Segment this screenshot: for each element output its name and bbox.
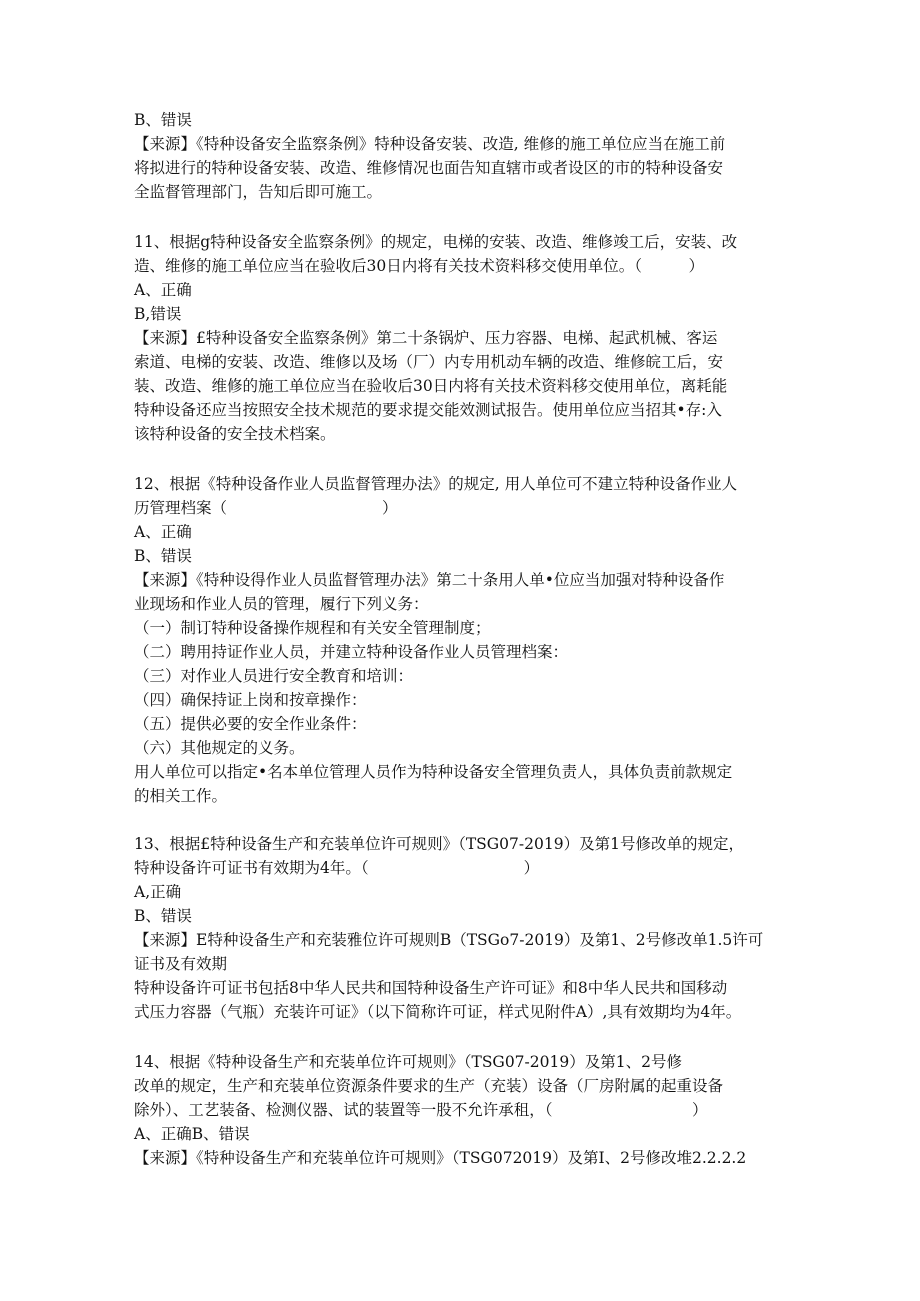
duty-item: （三）对作业人员进行安全教育和培训：: [134, 667, 414, 685]
source-line: 全监督管理部门，告知后即可施工。: [134, 183, 383, 201]
source-line: 特种设备还应当按照安全技术规范的要求提交能效测试报告。使用单位应当招其•存:入: [134, 401, 722, 419]
option-b: B、错误: [134, 547, 192, 565]
question-block-11: [134, 230, 794, 446]
source-line: 用人单位可以指定•名本单位管理人员作为特种设备安全管理负责人，具体负责前款规定: [134, 763, 733, 781]
source-line: 该特种设备的安全技术档案。: [134, 425, 336, 443]
question-block-13: [134, 832, 794, 1024]
option-b: B、错误: [134, 907, 192, 925]
option-b: B,错误: [134, 305, 182, 323]
question-block-12: [134, 472, 794, 808]
source-line: 将拟进行的特种设备安装、改造、维修情况也面告知直辖市或者设区的市的特种设备安: [134, 159, 724, 177]
source-line: 证书及有效期: [134, 955, 228, 973]
options-line: A、正确B、错误: [134, 1125, 250, 1143]
question-text: 特种设备许可证书有效期为4年。（ ）: [134, 859, 540, 877]
option-a: A、正确: [134, 281, 192, 299]
duty-item: （五）提供必要的安全作业条件：: [134, 715, 367, 733]
source-line: 【来源】《特种设备生产和充装单位许可规则》（TSG072019）及第I、2号修改堆2.2.2.2: [134, 1149, 747, 1167]
question-text: 造、维修的施工单位应当在验收后30日内将有关技术资料移交使用单位。（ ）: [134, 257, 704, 275]
duty-item: （一）制订特种设备操作规程和有关安全管理制度；: [134, 619, 491, 637]
question-text: 13、根据£特种设备生产和充装单位许可规则》（TSG07-2019）及第1号修改单的规定，: [134, 835, 744, 853]
question-text: 历管理档案（ ）: [134, 499, 398, 517]
question-text: 改单的规定，生产和充装单位资源条件要求的生产（充装）设备（厂房附属的起重设备: [134, 1077, 724, 1095]
source-line: 业现场和作业人员的管理，履行下列义务：: [134, 595, 429, 613]
option-a: A,正确: [134, 883, 182, 901]
answer-block-10: [134, 108, 794, 204]
source-line: 【来源】£特种设备安全监察条例》第二十条锅炉、压力容器、电梯、起武机械、客运: [134, 329, 718, 347]
question-text: 12、根据《特种设备作业人员监督管理办法》的规定, 用人单位可不建立特种设备作业人: [134, 475, 738, 493]
source-line: 【来源】《特种设得作业人员监督管理办法》第二十条用人单•位应当加强对特种设备作: [134, 571, 725, 589]
option-a: A、正确: [134, 523, 192, 541]
source-line: 【来源】E特种设备生产和充装雅位许可规则B（TSGo7-2019）及第1、2号修改单1.5许可: [134, 931, 764, 949]
duty-item: （四）确保持证上岗和按章操作：: [134, 691, 367, 709]
source-line: 式压力容器（气瓶）充装许可证》（以下简称许可证，样式见附件A）,具有效期均为4年。: [134, 1003, 742, 1021]
source-line: 特种设备许可证书包括8中华人民共和国特种设备生产许可证》和8中华人民共和国移动: [134, 979, 728, 997]
source-line: 索道、电梯的安装、改造、维修以及场（厂）内专用机动车辆的改造、维修皖工后，安: [134, 353, 724, 371]
source-line: 装、改造、维修的施工单位应当在验收后30日内将有关技术资料移交使用单位，离耗能: [134, 377, 728, 395]
source-line: 【来源】《特种设备安全监察条例》特种设备安装、改造, 维修的施工单位应当在施工前: [134, 135, 726, 153]
question-block-14: [134, 1050, 794, 1170]
question-text: 除外）、工艺装备、检测仪器、试的装置等一股不允许承租，（ ）: [134, 1101, 708, 1119]
option-b: B、错误: [134, 111, 192, 129]
duty-item: （六）其他规定的义务。: [134, 739, 305, 757]
source-line: 的相关工作。: [134, 787, 228, 805]
question-text: 11、根据g特种设备安全监察条例》的规定，电梯的安装、改造、维修竣工后，安装、改: [134, 233, 738, 251]
question-text: 14、根据《特种设备生产和充装单位许可规则》（TSG07-2019）及第1、2号修: [134, 1053, 682, 1071]
duty-item: （二）聘用持证作业人员，并建立特种设备作业人员管理档案：: [134, 643, 569, 661]
